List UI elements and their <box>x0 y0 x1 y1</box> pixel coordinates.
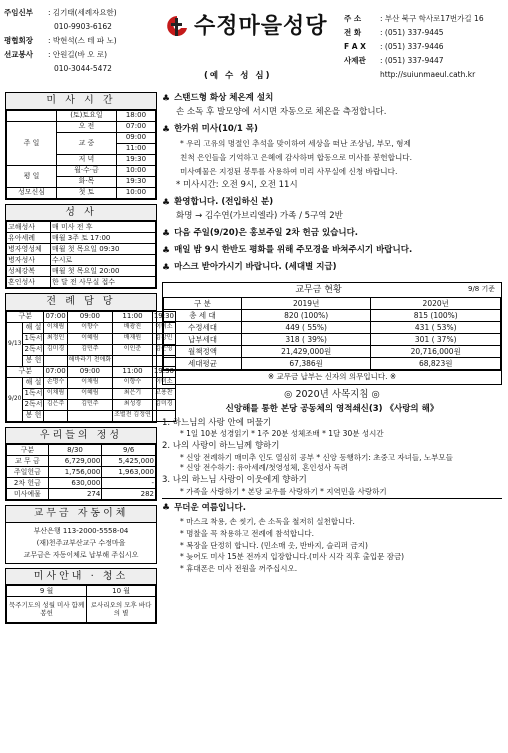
mass-time: 19:30 <box>116 176 155 187</box>
transfer-line: (재)천주교부산교구 수정마을 <box>36 538 126 547</box>
minister-cell: 배광진 <box>113 322 153 333</box>
notices-list <box>162 92 502 278</box>
ministers-box <box>5 293 175 423</box>
mass-time: 09:00 <box>116 132 155 143</box>
notice-detail: 친척 은인들을 기억하고 은혜에 감사하며 합동으로 미사를 봉헌합니다. <box>180 152 413 162</box>
notice-text: 스탠드형 화상 체온계 설치 <box>174 93 274 104</box>
notice-item <box>162 196 502 210</box>
minister-cell: 이혜림 <box>67 388 112 399</box>
minister-head-cell: 11:00 <box>113 311 153 322</box>
minister-cell <box>44 355 67 366</box>
mass-time: 10:00 <box>116 165 155 176</box>
minister-role: 봉 헌 <box>23 355 44 366</box>
minister-head-cell: 구분 <box>7 366 44 377</box>
contact-key: 주 소 <box>344 13 362 23</box>
sacrament-info: 한 달 전 사무실 접수 <box>51 277 156 288</box>
mass-time: 18:00 <box>116 110 155 121</box>
tail-item: * 복장을 단정히 합니다. (민소매 옷, 반바지, 슬리퍼 금지) <box>180 540 368 550</box>
minister-row <box>7 377 176 388</box>
sacrament-info: 매월 첫 목요일 09:30 <box>51 244 156 255</box>
minister-role: 2독서 <box>24 345 43 354</box>
minister-week: 9/13 <box>7 322 23 366</box>
minister-cell: 최성경 <box>113 399 153 410</box>
offering-cell: 67,386원 <box>241 358 371 370</box>
guide-table <box>6 585 156 623</box>
contact-value: : (051) 337-9445 <box>380 27 444 37</box>
minister-cell: 최정인 <box>44 333 67 344</box>
mass-kind: (토)토요일 <box>57 110 117 121</box>
pledge-table <box>6 444 156 500</box>
tail-list <box>162 518 502 573</box>
minister-cell: 김미경 <box>152 399 175 410</box>
mass-kind: 월·수·금 <box>57 165 117 176</box>
pledge-row <box>7 489 156 500</box>
staff-key: 선교봉사 <box>4 49 33 59</box>
notice-text: 매일 밤 9시 한반도 평화를 위해 주모경을 바쳐주시기 바랍니다. <box>174 245 413 256</box>
offering-title: 교무금 현황 <box>295 285 342 295</box>
minister-head <box>7 311 176 322</box>
mass-time: 10:00 <box>116 187 155 198</box>
club-icon: ♣ <box>162 262 171 273</box>
minister-row <box>7 399 176 410</box>
pledge-cell: 1,756,000 <box>48 467 102 478</box>
minister-cell: 이미소 <box>152 377 175 388</box>
guide-cell: 묵주기도의 성월 미사 함께 봉헌 <box>7 597 87 623</box>
minister-cell: 이미소 <box>152 322 175 333</box>
sacrament-name: 혼인성사 <box>7 277 51 288</box>
pledge-cell: 5,425,000 <box>102 456 156 467</box>
mass-times-box <box>5 92 157 200</box>
minister-cell: 배재원 <box>113 333 153 344</box>
minister-head-cell: 07:00 <box>45 312 66 321</box>
notice-text: 마스크 받아가시기 바랍니다. (세대별 지급) <box>174 262 337 273</box>
notice-item <box>162 261 502 275</box>
minister-head-cell: 09:00 <box>67 366 112 377</box>
offering-row <box>164 334 501 346</box>
minister-role: 봉 헌 <box>23 410 44 421</box>
pledge-head <box>7 445 156 456</box>
offering-head-cell: 2019년 <box>241 298 371 310</box>
pledge-cell: 630,000 <box>48 478 102 489</box>
tail-item: * 마스크 착용, 손 씻기, 손 소독을 철저히 실천합니다. <box>180 517 355 527</box>
staff-value: : 안원길(바 오 로) <box>48 49 108 59</box>
minister-role: 1독서 <box>24 334 43 343</box>
notice-detail: * 우리 고유의 명절인 추석을 맞이하여 세상을 떠난 조상님, 부모, 형제 <box>180 138 411 148</box>
pledge-cell: 282 <box>102 489 156 500</box>
right-column <box>162 92 502 574</box>
mass-group: 평 일 <box>7 165 57 187</box>
pastoral-goals-subtitle: 신앙해를 통한 본당 공동체의 영적쇄신(3) 《사랑의 해》 <box>225 403 439 414</box>
minister-week: 9/20 <box>7 377 23 421</box>
bulletin-header <box>4 6 504 90</box>
notice-text: 다음 주일(9/20)은 홍보주일 2차 헌금 있습니다. <box>174 228 359 239</box>
mass-kind: 오 전 <box>57 121 117 132</box>
sacrament-name: 성체강복 <box>7 266 51 277</box>
guide-box <box>5 568 157 625</box>
sacrament-name: 병자영성체 <box>7 244 51 255</box>
offering-table <box>163 297 501 370</box>
sacrament-row <box>7 233 156 244</box>
sacraments-table <box>6 221 156 288</box>
sacrament-row <box>7 277 156 288</box>
notice-detail: * 미사시간: 오전 9시, 오전 11시 <box>176 180 298 191</box>
offering-cell: 수정세대 <box>164 322 242 334</box>
club-icon: ♣ <box>162 503 171 514</box>
offering-cell: 세대평균 <box>164 358 242 370</box>
offering-row <box>164 358 501 370</box>
minister-head <box>7 366 176 377</box>
pledge-box <box>5 427 157 502</box>
minister-cell: 이채림 <box>67 377 112 388</box>
offering-cell: 318 ( 39%) <box>241 334 371 346</box>
notice-item <box>162 92 502 106</box>
minister-cell: 김은영 <box>152 344 175 355</box>
mass-times-title: 미 사 시 간 <box>6 93 156 110</box>
sacrament-name: 병자성사 <box>7 255 51 266</box>
mass-row <box>7 187 156 198</box>
mass-row <box>7 110 156 121</box>
transfer-title: 교무금 자동이체 <box>6 506 156 523</box>
minister-cell: 이향수 <box>67 322 112 333</box>
sacrament-info: 수시로 <box>51 255 156 266</box>
offering-cell: 20,716,000원 <box>371 346 501 358</box>
offering-row <box>164 322 501 334</box>
goal-bullet: * 신앙 전례하기 매미추 인도 열심히 공부 * 신앙 동행하기: 초중고 자녀들, 노부모들 <box>180 452 453 462</box>
minister-head-cell: 구분 <box>7 311 44 322</box>
goal-bullet: * 가족을 사랑하기 * 본당 교우를 사랑하기 * 지역민을 사랑하기 <box>180 486 387 496</box>
offering-status-box <box>162 282 502 385</box>
pledge-cell: 1,963,000 <box>102 467 156 478</box>
contact-value: : 부산 북구 학사로17번가길 16 <box>380 13 484 23</box>
sacrament-row <box>7 244 156 255</box>
offering-cell: 총 세 대 <box>164 310 242 322</box>
mass-kind: 첫 토 <box>57 187 117 198</box>
notice-text: 환영합니다. (전입하신 분) <box>174 197 274 208</box>
guide-title: 미사안내 · 청소 <box>6 569 156 586</box>
parish-subtitle: (예 수 성 심) <box>204 71 272 81</box>
offering-cell: 449 ( 55%) <box>241 322 371 334</box>
club-icon: ♣ <box>162 124 171 135</box>
minister-head-cell: 07:00 <box>45 367 66 376</box>
pledge-head-cell: 8/30 <box>48 445 102 456</box>
church-logo-icon <box>166 14 188 40</box>
staff-key: 주임신부 <box>4 7 33 17</box>
pledge-cell: 274 <box>48 489 102 500</box>
mass-group: 성모신심 <box>7 187 57 198</box>
parish-name: 수정마을성당 <box>194 14 328 40</box>
minister-row <box>7 388 176 399</box>
pledge-head-cell: 구분 <box>7 445 49 456</box>
pledge-cell: 교 무 금 <box>7 456 49 467</box>
minister-row <box>7 322 176 333</box>
offering-cell: 431 ( 53%) <box>371 322 501 334</box>
pledge-cell: 2차 헌금 <box>7 478 49 489</box>
minister-cell: 고용찬 <box>152 388 175 399</box>
mass-kind: 교 중 <box>57 132 117 154</box>
minister-cell <box>113 355 153 366</box>
sacrament-row <box>7 222 156 233</box>
minister-cell: 조별전 김정연 <box>113 410 153 421</box>
offering-cell: 301 ( 37%) <box>371 334 501 346</box>
sacrament-info: 매 미사 전 후 <box>51 222 156 233</box>
goal-bullet: * 신앙 전수하기: 유아세례/첫영성체, 혼인성사 독려 <box>180 463 349 473</box>
minister-role: 2독서 <box>24 400 43 409</box>
mass-row <box>7 165 156 176</box>
sacraments-box <box>5 204 157 290</box>
minister-cell: 최은기 <box>113 388 153 399</box>
sacrament-row <box>7 266 156 277</box>
notice-text: 한가위 미사(10/1 목) <box>174 124 258 135</box>
contact-key: 전 화 <box>344 27 362 37</box>
sacrament-info: 매월 첫 목요일 20:00 <box>51 266 156 277</box>
contact-info <box>344 12 504 82</box>
club-icon: ♣ <box>162 228 171 239</box>
minister-role: 1독서 <box>24 389 43 398</box>
offering-cell: 21,429,000원 <box>241 346 371 358</box>
minister-head-cell: 19:30 <box>153 312 175 321</box>
minister-head-cell: 09:00 <box>67 311 112 322</box>
minister-cell: 김미경 <box>44 344 67 355</box>
minister-cell: 이채림 <box>44 388 67 399</box>
notice-item <box>162 123 502 137</box>
sacraments-title: 성 사 <box>6 205 156 222</box>
minister-cell: 해바라기 천애화 <box>67 355 112 366</box>
mass-group: 주 일 <box>7 121 57 165</box>
contact-value: : (051) 337-9446 <box>380 41 444 51</box>
notice-item <box>162 227 502 241</box>
minister-cell: 김강민 <box>152 333 175 344</box>
minister-cell: 이혜림 <box>67 333 112 344</box>
contact-value: : (051) 337-9447 <box>380 55 444 65</box>
offering-note: ※ 교무금 납부는 신자의 의무입니다. ※ <box>163 370 501 384</box>
guide-head: 9 월 <box>7 586 87 597</box>
club-icon: ♣ <box>162 93 171 104</box>
minister-row <box>7 355 176 366</box>
minister-cell: 이향수 <box>113 377 153 388</box>
guide-cell: 로사리오의 모후 바다의 별 <box>87 597 156 623</box>
pastoral-goals-list <box>162 419 502 497</box>
mass-time: 19:30 <box>116 154 155 165</box>
mass-times-table <box>6 110 156 199</box>
staff-phone: 010-3044-5472 <box>54 63 112 73</box>
goal-bullet: * 1일 10분 성경읽기 * 1주 20분 성체조배 * 1달 30분 성시간 <box>180 429 384 439</box>
notice-detail: 미사예물은 지정된 봉투를 사용하여 미리 사무실에 신청 바랍니다. <box>180 166 398 176</box>
minister-cell: 김은주 <box>44 399 67 410</box>
pledge-row <box>7 478 156 489</box>
notice-detail: 손 소독 후 발모양에 서시면 자동으로 체온을 측정합니다. <box>176 107 387 118</box>
minister-cell: 김민주 <box>67 399 112 410</box>
minister-cell: 김민주 <box>67 344 112 355</box>
pledge-head-cell: 9/6 <box>102 445 156 456</box>
sacrament-row <box>7 255 156 266</box>
notice-detail: 화명 → 김수연(가브리엘라) 가족 / 5구역 2반 <box>176 211 343 222</box>
goal-heading: 1. 하느님의 사랑 안에 머물기 <box>162 417 272 428</box>
offering-head <box>164 298 501 310</box>
website-url[interactable]: http://suiunmaeul.cath.kr <box>380 69 476 79</box>
contact-key: 사제관 <box>344 55 366 65</box>
pledge-title: 우리들의 정성 <box>6 428 156 445</box>
staff-phone: 010-9903-6162 <box>54 21 112 31</box>
tail-item: * 휴대폰은 미사 전원을 꺼주십시오. <box>180 563 298 573</box>
goal-heading: 2. 나의 사랑이 하느님께 향하기 <box>162 441 280 452</box>
minister-cell <box>44 410 67 421</box>
sacrament-name: 고해성사 <box>7 222 51 233</box>
notice-item <box>162 244 502 258</box>
pledge-row <box>7 456 156 467</box>
offering-cell: 820 (100%) <box>241 310 371 322</box>
transfer-line: 부산은행 113-2000-5558-04 <box>33 526 129 535</box>
mass-time: 07:00 <box>116 121 155 132</box>
club-icon: ♣ <box>162 197 171 208</box>
offering-head-cell: 구 분 <box>164 298 242 310</box>
offering-cell: 68,823원 <box>371 358 501 370</box>
transfer-box <box>5 505 157 564</box>
pledge-cell: 주일헌금 <box>7 467 49 478</box>
offering-head-cell: 2020년 <box>371 298 501 310</box>
mass-row <box>7 121 156 132</box>
staff-value: : 박현석(스 테 파 노) <box>48 35 117 45</box>
contact-key: F A X <box>344 41 366 51</box>
minister-cell <box>67 410 112 421</box>
offering-cell: 월책정액 <box>164 346 242 358</box>
tail-title: ♣ 무더운 여름입니다. <box>162 502 246 514</box>
mass-kind: 저 녁 <box>57 154 117 165</box>
minister-head-cell: 19:30 <box>153 367 175 376</box>
ministers-table <box>6 311 176 422</box>
mass-time: 11:00 <box>116 143 155 154</box>
goal-heading: 3. 나의 하느님 사랑이 이웃에게 향하기 <box>162 475 307 486</box>
minister-row <box>7 344 176 355</box>
staff-key: 평협회장 <box>4 35 33 45</box>
offering-cell: 815 (100%) <box>371 310 501 322</box>
sacrament-name: 유아세례 <box>7 233 51 244</box>
mass-kind: 화·목 <box>57 176 117 187</box>
minister-cell: 이채림 <box>44 322 67 333</box>
left-column <box>5 92 175 628</box>
sacrament-info: 매월 3주 토 17:00 <box>51 233 156 244</box>
pledge-cell: - <box>102 478 156 489</box>
tail-item: * 늦어도 미사 15분 전까지 입장합니다.(미사 시각 직후 출입문 잠금) <box>180 552 405 562</box>
pledge-cell: 미사예물 <box>7 489 49 500</box>
offering-row <box>164 346 501 358</box>
mass-group <box>7 110 57 121</box>
pledge-row <box>7 467 156 478</box>
minister-head-cell: 11:00 <box>113 366 153 377</box>
minister-cell: 이인준 <box>113 344 153 355</box>
staff-value: : 김기태(세례자요한) <box>48 7 117 17</box>
minister-role: 해 설 <box>23 322 44 333</box>
tail-item: * 명찰을 꼭 착용하고 전례에 참석합니다. <box>180 529 314 539</box>
staff-info <box>4 6 154 76</box>
minister-row <box>7 333 176 344</box>
offering-date: 9/8 기준 <box>467 285 495 293</box>
guide-head: 10 월 <box>87 586 156 597</box>
pledge-cell: 6,729,000 <box>48 456 102 467</box>
minister-row <box>7 410 176 421</box>
pastoral-goals-title: ◎ 2020년 사목지침 ◎ <box>284 388 380 400</box>
minister-role: 해 설 <box>23 377 44 388</box>
club-icon: ♣ <box>162 245 171 256</box>
parish-logo <box>166 12 341 42</box>
offering-cell: 납부세대 <box>164 334 242 346</box>
offering-row <box>164 310 501 322</box>
transfer-line: 교무금은 자동이체로 납부해 주십시오 <box>23 550 139 559</box>
ministers-title: 전 례 담 당 <box>6 294 156 311</box>
minister-cell: 손명수 <box>44 377 67 388</box>
